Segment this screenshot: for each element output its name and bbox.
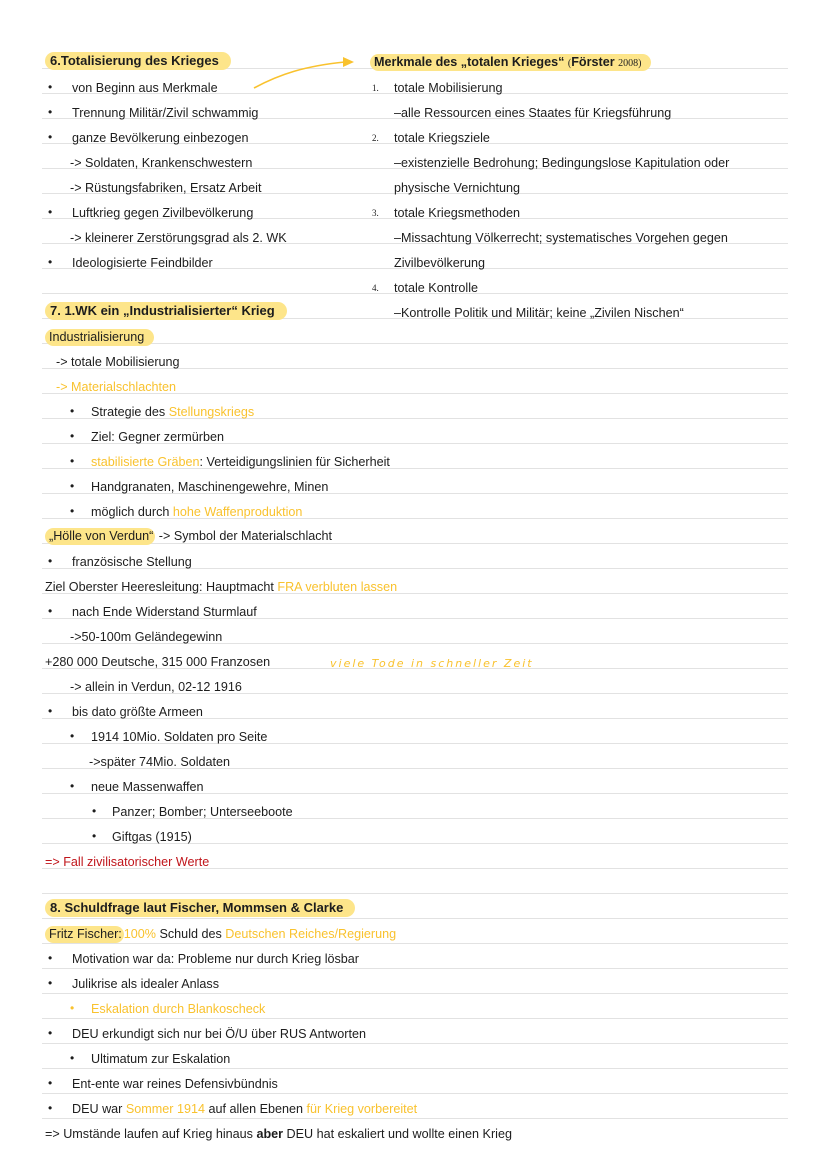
bullet: •: [70, 1051, 75, 1065]
list-item: Eskalation durch Blankoscheck: [91, 1002, 266, 1016]
list-item: Ziel: Gegner zermürben: [91, 430, 224, 444]
bullet: •: [70, 404, 75, 418]
list-item: totale Kontrolle: [394, 281, 479, 295]
ruled-line: [42, 918, 788, 919]
conclusion: => Umstände laufen auf Krieg hinaus aber DEU hat eskaliert und wollte einen Krieg: [45, 1127, 512, 1141]
list-item: Trennung Militär/Zivil schwammig: [72, 106, 259, 120]
list-item: –alle Ressourcen eines Staates für Kriegsführung: [394, 106, 672, 120]
list-item: nach Ende Widerstand Sturmlauf: [72, 605, 257, 619]
list-item: neue Massenwaffen: [91, 780, 204, 794]
ruled-line: [42, 1068, 788, 1069]
list-item: ->50-100m Geländegewinn: [70, 630, 223, 644]
list-item: ganze Bevölkerung einbezogen: [72, 131, 249, 145]
list-item: Motivation war da: Probleme nur durch Krieg lösbar: [72, 952, 359, 966]
fischer-line: Fritz Fischer: 100% Schuld des Deutschen Reiches/Regierung: [45, 926, 396, 942]
list-item: -> Soldaten, Krankenschwestern: [70, 156, 253, 170]
bullet: •: [48, 554, 53, 568]
list-item: -> allein in Verdun, 02-12 1916: [70, 680, 242, 694]
list-item: Zivilbevölkerung: [394, 256, 485, 270]
bullet: •: [48, 1026, 53, 1040]
bullet: •: [48, 205, 53, 219]
bullet: •: [70, 1001, 75, 1015]
handwritten-note: viele Tode in schneller Zeit: [330, 657, 534, 670]
list-item: -> kleinerer Zerstörungsgrad als 2. WK: [70, 231, 287, 245]
section-6-heading: 6.Totalisierung des Krieges: [45, 53, 231, 69]
list-item: Ent-ente war reines Defensivbündnis: [72, 1077, 278, 1091]
bullet: •: [48, 976, 53, 990]
list-item: totale Kriegsmethoden: [394, 206, 521, 220]
bullet: •: [48, 951, 53, 965]
list-item: Giftgas (1915): [112, 830, 192, 844]
list-item: möglich durch hohe Waffenproduktion: [91, 505, 303, 519]
ruled-line: [42, 1018, 788, 1019]
list-item: physische Vernichtung: [394, 181, 521, 195]
ruled-line: [42, 993, 788, 994]
list-item: stabilisierte Gräben: Verteidigungslinien für Sicherheit: [91, 455, 390, 469]
list-number: 1.: [372, 83, 379, 93]
ruled-line: [42, 893, 788, 894]
list-number: 2.: [372, 133, 379, 143]
list-item: Handgranaten, Maschinengewehre, Minen: [91, 480, 329, 494]
ruled-line: [42, 968, 788, 969]
section-7-heading: 7. 1.WK ein „Industrialisierter“ Krieg: [45, 303, 287, 319]
list-item: Luftkrieg gegen Zivilbevölkerung: [72, 206, 254, 220]
list-item: DEU erkundigt sich nur bei Ö/U über RUS Antworten: [72, 1027, 366, 1041]
list-item: +280 000 Deutsche, 315 000 Franzosen: [45, 655, 271, 669]
section-8-heading: 8. Schuldfrage laut Fischer, Mommsen & Clarke: [45, 900, 355, 916]
bullet: •: [70, 729, 75, 743]
bullet: •: [48, 1101, 53, 1115]
list-number: 3.: [372, 208, 379, 218]
bullet: •: [70, 454, 75, 468]
list-item: von Beginn aus Merkmale: [72, 81, 218, 95]
ruled-line: [42, 1118, 788, 1119]
arrow-right-icon: [250, 54, 360, 92]
conclusion: => Fall zivilisatorischer Werte: [45, 855, 210, 869]
bullet: •: [48, 704, 53, 718]
list-item: Ideologisierte Feindbilder: [72, 256, 213, 270]
ruled-line: [42, 1043, 788, 1044]
bullet: •: [70, 429, 75, 443]
list-item: ->später 74Mio. Soldaten: [89, 755, 231, 769]
list-item: Julikrise als idealer Anlass: [72, 977, 219, 991]
list-item: –Kontrolle Politik und Militär; keine „Zivilen Nischen“: [394, 306, 684, 320]
list-item: Strategie des Stellungskriegs: [91, 405, 255, 419]
list-item: 1914 10Mio. Soldaten pro Seite: [91, 730, 268, 744]
list-item: französische Stellung: [72, 555, 192, 569]
list-item: Panzer; Bomber; Unterseeboote: [112, 805, 293, 819]
bullet: •: [70, 504, 75, 518]
list-number: 4.: [372, 283, 379, 293]
bullet: •: [48, 1076, 53, 1090]
list-item: totale Mobilisierung: [394, 81, 503, 95]
list-item: -> Rüstungsfabriken, Ersatz Arbeit: [70, 181, 262, 195]
bullet: •: [92, 804, 97, 818]
list-item: bis dato größte Armeen: [72, 705, 203, 719]
list-item: totale Kriegsziele: [394, 131, 490, 145]
ruled-line: [42, 943, 788, 944]
bullet: •: [48, 130, 53, 144]
verdun-line: „Hölle von Verdun“ -> Symbol der Materialschlacht: [45, 528, 332, 544]
list-item: -> totale Mobilisierung: [56, 355, 180, 369]
list-item: Ziel Oberster Heeresleitung: Hauptmacht FRA verbluten lassen: [45, 580, 398, 594]
bullet: •: [70, 779, 75, 793]
bullet: •: [70, 479, 75, 493]
bullet: •: [48, 255, 53, 269]
list-item: –Missachtung Völkerrecht; systematisches Vorgehen gegen: [394, 231, 728, 245]
ruled-line: [42, 1093, 788, 1094]
bullet: •: [48, 105, 53, 119]
industrialisierung-label: Industrialisierung: [45, 329, 154, 345]
bullet: •: [48, 604, 53, 618]
list-item: Ultimatum zur Eskalation: [91, 1052, 231, 1066]
merkmale-heading: Merkmale des „totalen Krieges“ (Förster 2008): [370, 54, 651, 72]
list-item: -> Materialschlachten: [56, 380, 177, 394]
list-item: –existenzielle Bedrohung; Bedingungslose Kapitulation oder: [394, 156, 730, 170]
bullet: •: [92, 829, 97, 843]
list-item: DEU war Sommer 1914 auf allen Ebenen für Krieg vorbereitet: [72, 1102, 418, 1116]
bullet: •: [48, 80, 53, 94]
